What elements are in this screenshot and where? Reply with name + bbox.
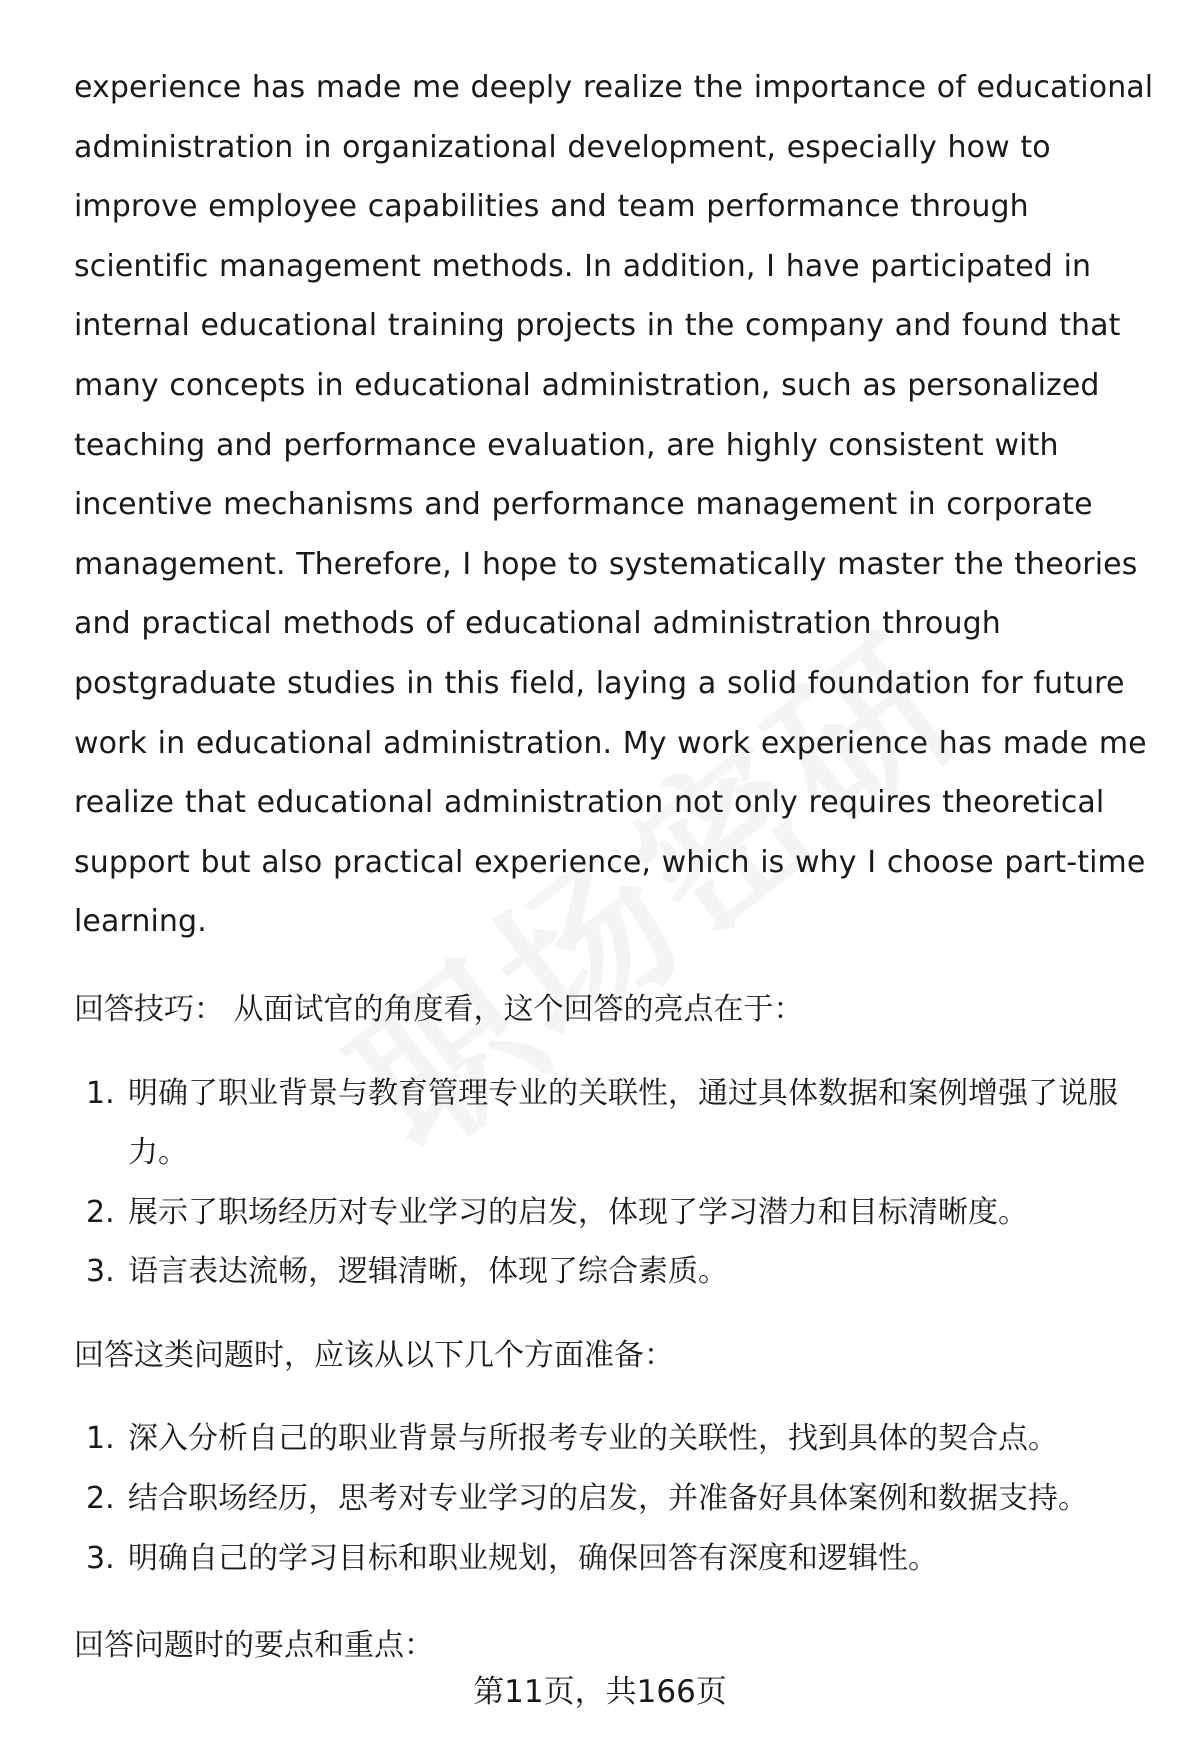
keypoints-heading: 回答问题时的要点和重点： bbox=[74, 1628, 434, 1664]
prep-heading: 回答这类问题时，应该从以下几个方面准备： bbox=[74, 1337, 674, 1373]
list-item-text: 展示了职场经历对专业学习的启发，体现了学习潜力和目标清晰度。 bbox=[128, 1194, 1028, 1230]
list-item-text: 明确自己的学习目标和职业规划，确保回答有深度和逻辑性。 bbox=[128, 1540, 938, 1576]
list-number: 2. bbox=[86, 1194, 115, 1230]
page-number: 第11页，共166页 bbox=[473, 1674, 727, 1710]
list-number: 3. bbox=[86, 1540, 115, 1576]
list-item-text: 明确了职业背景与教育管理专业的关联性，通过具体数据和案例增强了说服力。 bbox=[128, 1075, 1118, 1171]
page-content bbox=[74, 58, 1164, 1676]
list-number: 1. bbox=[86, 1421, 115, 1457]
list-item-text: 结合职场经历，思考对专业学习的启发，并准备好具体案例和数据支持。 bbox=[128, 1481, 1088, 1517]
prep-list bbox=[74, 1409, 1164, 1588]
tips-list bbox=[74, 1064, 1164, 1302]
answer-paragraph: experience has made me deeply realize the importance of educational administration in organizational development, especially how to improve employee capabilities and team performance through scientific management methods. In addition, I have participated in internal educational training projects in the company and found that many concepts in educational administration, such as personalized teaching and performance evaluation, are highly consistent with incentive mechanisms and performance management in corporate management. Therefore, I hope to systematically master the theories and practical methods of educational administration through postgraduate studies in this field, laying a solid foundation for future work in educational administration. My work experience has made me realize that educational administration not only requires theoretical support but also practical experience, which is why I choose part-time learning. bbox=[74, 70, 1154, 940]
list-item-text: 深入分析自己的职业背景与所报考专业的关联性，找到具体的契合点。 bbox=[128, 1421, 1058, 1457]
list-number: 3. bbox=[86, 1254, 115, 1290]
tips-heading: 回答技巧： 从面试官的角度看，这个回答的亮点在于： bbox=[74, 991, 804, 1027]
list-item bbox=[74, 1064, 1164, 1183]
list-item bbox=[74, 1242, 1164, 1302]
list-item bbox=[74, 1469, 1164, 1529]
list-item-text: 语言表达流畅，逻辑清晰，体现了综合素质。 bbox=[128, 1254, 728, 1290]
list-item bbox=[74, 1409, 1164, 1469]
list-number: 2. bbox=[86, 1481, 115, 1517]
list-item bbox=[74, 1183, 1164, 1243]
list-number: 1. bbox=[86, 1075, 115, 1111]
list-item bbox=[74, 1529, 1164, 1589]
